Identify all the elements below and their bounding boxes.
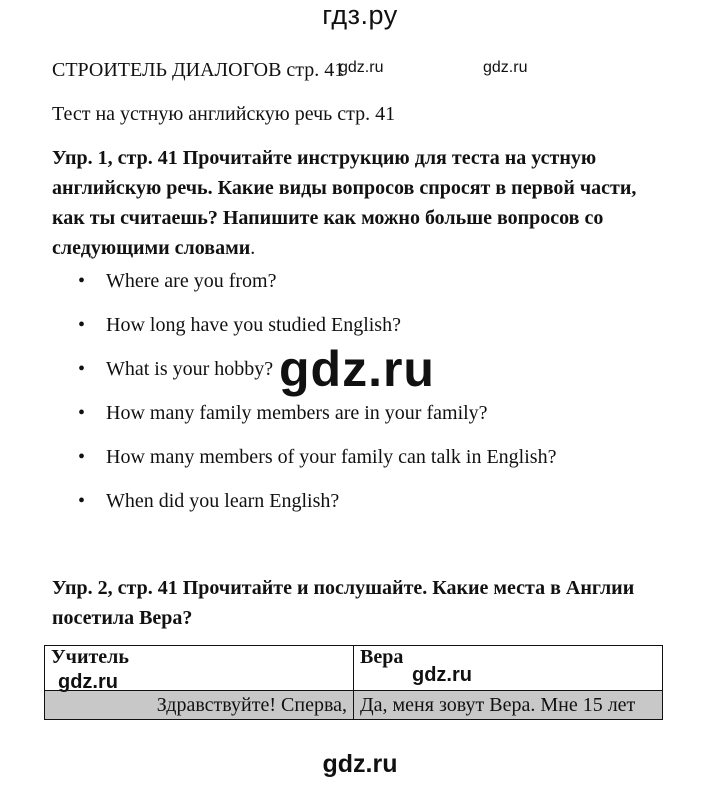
task-1-end: . [250, 237, 256, 259]
bullet-icon: • [78, 358, 86, 380]
site-watermark-top: гдз.ру [322, 0, 398, 30]
bullet-icon: • [78, 446, 86, 468]
section-header [52, 59, 344, 82]
list-item: • How long have you studied English? [78, 309, 556, 353]
list-item: • How many members of your family can talk in English? [78, 441, 556, 485]
watermark-bottom: gdz.ru [322, 750, 398, 778]
list-item: • How many family members are in your family? [78, 397, 556, 441]
table-row [45, 646, 663, 691]
teacher-header: Учитель [45, 646, 354, 691]
watermark-table-left: gdz.ru [58, 671, 118, 693]
list-item: • What is your hobby? [78, 353, 556, 397]
test-title: Тест на устную английскую речь стр. 41 [52, 103, 396, 125]
watermark-large: gdz.ru [279, 341, 435, 397]
task-1-heading [52, 143, 652, 263]
watermark-inline: gdz.ru [339, 59, 384, 76]
list-item: • When did you learn English? [78, 485, 556, 529]
bullet-icon: • [78, 314, 86, 336]
watermark-right: gdz.ru [483, 59, 528, 76]
list-item: • Where are you from? [78, 265, 556, 309]
watermark-table-right: gdz.ru [412, 664, 472, 686]
bullet-icon: • [78, 402, 86, 424]
task-2-heading: Упр. 2, стр. 41 Прочитайте и послушайте. Какие места в Англии посетила Вера? [52, 577, 635, 629]
teacher-line: Здравствуйте! Сперва, [45, 691, 354, 720]
task-1-text: Упр. 1, стр. 41 Прочитайте инструкцию для теста на устную английскую речь. Какие виды вопросов спросят в первой части, как ты считаешь? Напишите как можно больше вопросов со следующими словами [52, 147, 637, 259]
vera-header: Вера [354, 646, 663, 691]
section-header-text: СТРОИТЕЛЬ ДИАЛОГОВ стр. 41 [52, 59, 345, 81]
dialog-table [44, 645, 663, 720]
bullet-icon: • [78, 490, 86, 512]
table-row [45, 691, 663, 720]
bullet-icon: • [78, 270, 86, 292]
vera-line: Да, меня зовут Вера. Мне 15 лет [354, 691, 663, 720]
